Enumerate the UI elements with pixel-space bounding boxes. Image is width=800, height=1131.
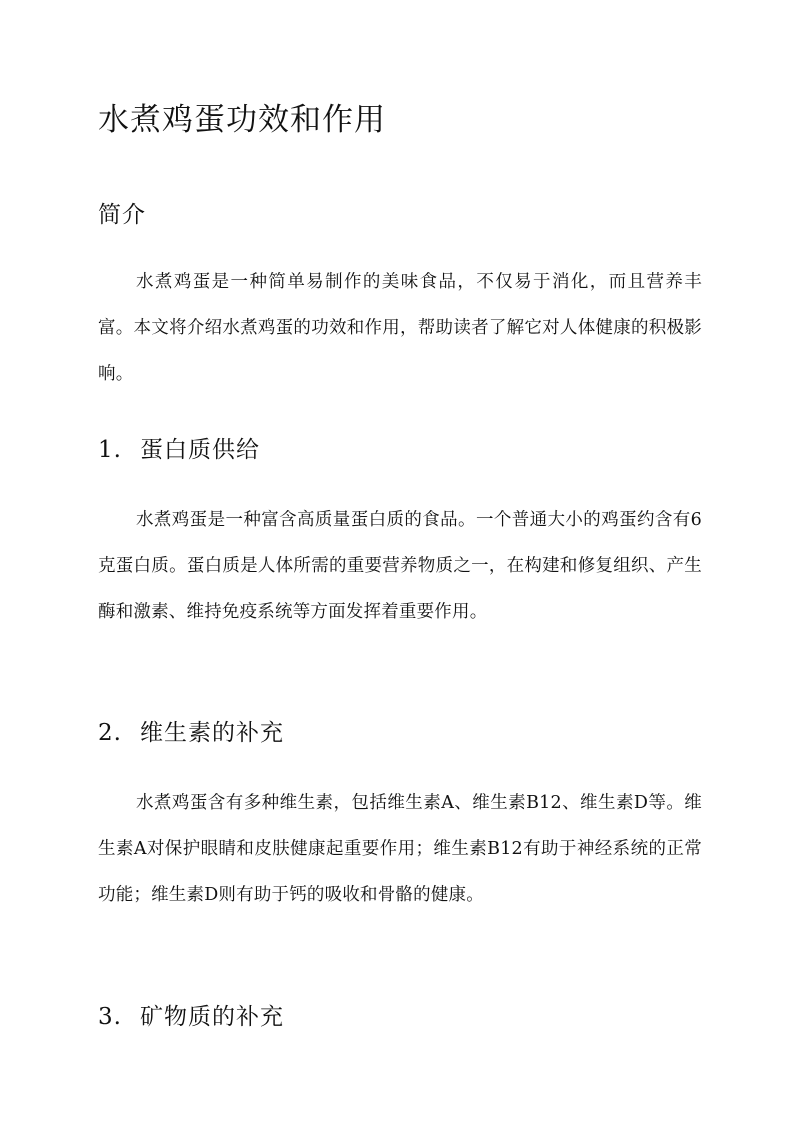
page-title: 水煮鸡蛋功效和作用: [98, 102, 386, 138]
section-paragraph-intro: 水煮鸡蛋是一种简单易制作的美味食品，不仅易于消化，而且营养丰富。本文将介绍水煮鸡蛋的功效和作用，帮助读者了解它对人体健康的积极影响。: [98, 272, 702, 384]
section-number: 2.: [98, 720, 122, 746]
section-paragraph-vitamins: 水煮鸡蛋含有多种维生素，包括维生素A、维生素B12、维生素D等。维生素A对保护眼睛和皮肤健康起重要作用；维生素B12有助于神经系统的正常功能；维生素D则有助于钙的吸收和骨骼的健康。: [98, 793, 702, 905]
section-heading-protein: [98, 431, 260, 464]
section-heading-text: 简介: [98, 202, 146, 228]
section-paragraph-protein: 水煮鸡蛋是一种富含高质量蛋白质的食品。一个普通大小的鸡蛋约含有6克蛋白质。蛋白质是人体所需的重要营养物质之一，在构建和修复组织、产生酶和激素、维持免疫系统等方面发挥着重要作用。: [98, 510, 702, 622]
section-heading-intro: [98, 196, 146, 229]
section-heading-text: 矿物质的补充: [140, 1004, 284, 1030]
section-heading-text: 蛋白质供给: [140, 437, 260, 463]
section-number: 3.: [98, 1004, 122, 1030]
section-heading-vitamins: [98, 714, 284, 747]
section-heading-text: 维生素的补充: [140, 720, 284, 746]
section-heading-minerals: [98, 998, 284, 1031]
section-number: 1.: [98, 437, 122, 463]
